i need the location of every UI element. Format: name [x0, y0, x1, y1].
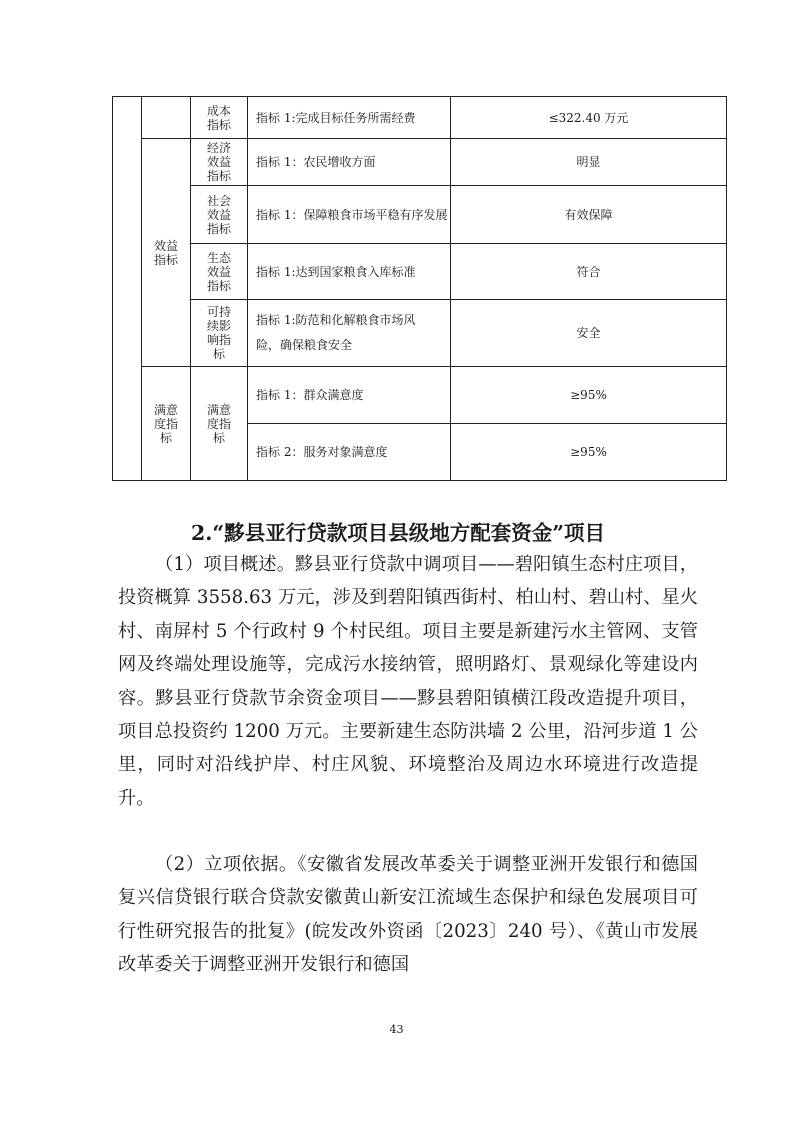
indicator-cost: 指标 1:完成目标任务所需经费 [248, 97, 451, 139]
level3-ecological: 生态 效益 指标 [191, 244, 248, 300]
section-heading: 2.“黟县亚行贷款项目县级地方配套资金”项目 [191, 521, 605, 545]
level3-social: 社会 效益 指标 [191, 186, 248, 244]
value-service: ≥95% [451, 424, 727, 481]
value-cost: ≤322.40 万元 [451, 97, 727, 139]
level3-sustainable: 可持 续影 响指 标 [191, 300, 248, 367]
level1-cell [113, 97, 142, 481]
indicator-service: 指标 2：服务对象满意度 [248, 424, 451, 481]
indicator-economic: 指标 1：农民增收方面 [248, 139, 451, 186]
paragraph-overview: （1）项目概述。黟县亚行贷款中调项目——碧阳镇生态村庄项目，投资概算 3558.63 万元，涉及到碧阳镇西街村、柏山村、碧山村、星火村、南屏村 5 个行政村 9 个村民组。项目主要是新建污水主管网、支管网及终端处理设施等，完成污水接纳管，照明路灯、景观绿化等建设内容。黟县亚行贷款节余资金项目——黟县碧阳镇横江段改造提升项目，项目总投资约 1200 万元。主要新建生态防洪墙 2 公里，沿河步道 1 公里，同时对沿线护岸、村庄风貌、环境整治及周边水环境进行改造提升。 [118, 554, 698, 809]
value-public: ≥95% [451, 367, 727, 424]
paragraph-basis: （2）立项依据。《安徽省发展改革委关于调整亚洲开发银行和德国复兴信贷银行联合贷款安徽黄山新安江流域生态保护和绿色发展项目可行性研究报告的批复》(皖发改外资函〔2023〕240 号）、《黄山市发展改革委关于调整亚洲开发银行和德国 [118, 854, 698, 976]
level2-cell [142, 97, 191, 139]
value-economic: 明显 [451, 139, 727, 186]
indicator-sustainable: 指标 1:防范和化解粮食市场风 险，确保粮食安全 [248, 300, 451, 367]
indicator-social: 指标 1：保障粮食市场平稳有序发展 [248, 186, 451, 244]
level3-satisfaction: 满意 度指 标 [191, 367, 248, 481]
level3-cost: 成本 指标 [191, 97, 248, 139]
indicator-public: 指标 1：群众满意度 [248, 367, 451, 424]
level2-benefit: 效益 指标 [142, 139, 191, 367]
value-sustainable: 安全 [451, 300, 727, 367]
value-ecological: 符合 [451, 244, 727, 300]
page-number: 43 [389, 1023, 404, 1036]
indicator-ecological: 指标 1:达到国家粮食入库标准 [248, 244, 451, 300]
level2-satisfaction: 满意 度指 标 [142, 367, 191, 481]
indicator-table [112, 96, 727, 481]
level3-economic: 经济 效益 指标 [191, 139, 248, 186]
value-social: 有效保障 [451, 186, 727, 244]
